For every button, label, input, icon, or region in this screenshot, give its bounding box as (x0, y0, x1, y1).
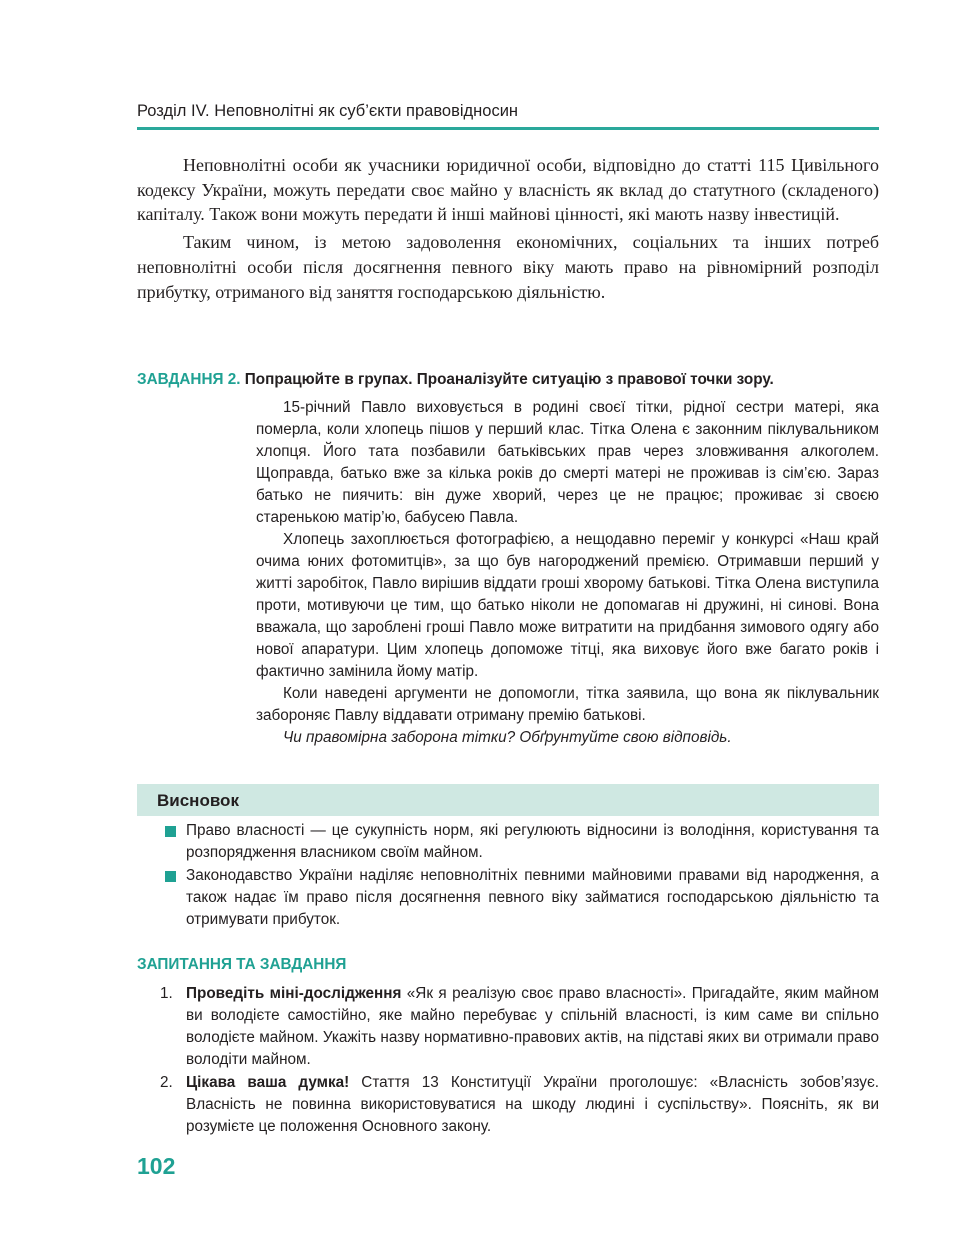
intro-paragraph-2: Таким чином, із метою задоволення економічних, соціальних та інших потреб неповнолітні особи після досягнення певного віку мають право на рівномірний розподіл прибутку, отриманого від заняття господарською діяльністю. (137, 232, 879, 302)
conclusion-title: Висновок (157, 791, 239, 810)
bullet-square-icon (165, 871, 176, 882)
chapter-header: Розділ IV. Неповнолітні як суб’єкти правовідносин (137, 102, 519, 120)
list-item (186, 820, 879, 864)
list-item (160, 1072, 879, 1138)
questions-list (160, 983, 879, 1139)
list-item (160, 983, 879, 1071)
item-text: «Як я реалізую своє право власності». Пригадайте, яким майном ви володієте самостійно, яке майно перебуває у спільній власності, із ким саме ви спільно володієте майном. Укажіть назву нормативно-правових актів, на підставі яких ви отримали право володіти майном. (186, 985, 879, 1068)
conclusion-list (186, 820, 879, 932)
case-question: Чи правомірна заборона тітки? Обґрунтуйте свою відповідь. (283, 729, 732, 746)
item-number: 2. (160, 1074, 173, 1091)
item-number: 1. (160, 985, 173, 1002)
intro-text (137, 153, 879, 307)
bullet-square-icon (165, 826, 176, 837)
case-paragraph-1: 15-річний Павло виховується в родині своєї тітки, рідної сестри матері, яка померла, коли хлопець пішов у перший клас. Тітка Олена є законним піклувальником хлопця. Його тата позбавили батьківських прав через зловживання алкоголем. Щоправда, батько вже за кілька років до смерті матері не проживав із сім’єю. Зараз батько не пиячить: він дуже хворий, через це не працює; проживає зі своєю старенькою матір’ю, бабусею Павла. (256, 399, 879, 526)
conclusion-item-text: Право власності — це сукупність норм, які регулюють відносини із володіння, користування та розпорядження власником своїм майном. (186, 822, 879, 861)
page-number: 102 (137, 1153, 176, 1179)
item-text: Стаття 13 Конституції України проголошує: «Власність зобов’язує. Власність не повинна використовуватися на шкоду людині і суспільству». Поясніть, як ви розумієте це положення Основного закону. (186, 1074, 879, 1135)
task-case-text (256, 397, 879, 749)
list-item (186, 865, 879, 931)
conclusion-bar (137, 784, 879, 816)
task-label: ЗАВДАННЯ 2. (137, 371, 241, 388)
task-instruction: Попрацюйте в групах. Проаналізуйте ситуацію з правової точки зору. (244, 371, 774, 388)
header-rule (137, 127, 879, 130)
case-paragraph-3: Коли наведені аргументи не допомогли, тітка заявила, що вона як піклувальник забороняє Павлу віддавати отриману премію батькові. (256, 685, 879, 724)
intro-paragraph-1: Неповнолітні особи як учасники юридичної особи, відповідно до статті 115 Цивільного кодексу України, можуть передати своє майно у власність як вклад до статутного (складеного) капіталу. Також вони можуть передати й інші майнові цінності, які мають назву інвестицій. (137, 155, 879, 225)
case-paragraph-2: Хлопець захоплюється фотографією, а нещодавно переміг у конкурсі «Наш край очима юних фотомитців», за що був нагороджений премією. Отримавши перший у житті заробіток, Павло вирішив віддати гроші хворому батькові. Тітка Олена виступила проти, мотивуючи це тим, що батько ніколи не допомагав ні дружині, ні синові. Вона вважала, що зароблені гроші Павло може витратити на придбання зимового одягу або нової апаратури. Цим хлопець допоможе тітці, яка виховує його вже багато років і фактично замінила йому матір. (256, 531, 879, 680)
item-lead: Проведіть міні-дослідження (186, 985, 402, 1002)
item-lead: Цікава ваша думка! (186, 1074, 350, 1091)
conclusion-item-text: Законодавство України наділяє неповнолітніх певними майновими правами від народження, а також надає їм право після досягнення певного віку займатися господарською діяльністю та отримувати прибуток. (186, 867, 879, 928)
task-heading (137, 369, 879, 391)
questions-heading: ЗАПИТАННЯ ТА ЗАВДАННЯ (137, 956, 347, 973)
